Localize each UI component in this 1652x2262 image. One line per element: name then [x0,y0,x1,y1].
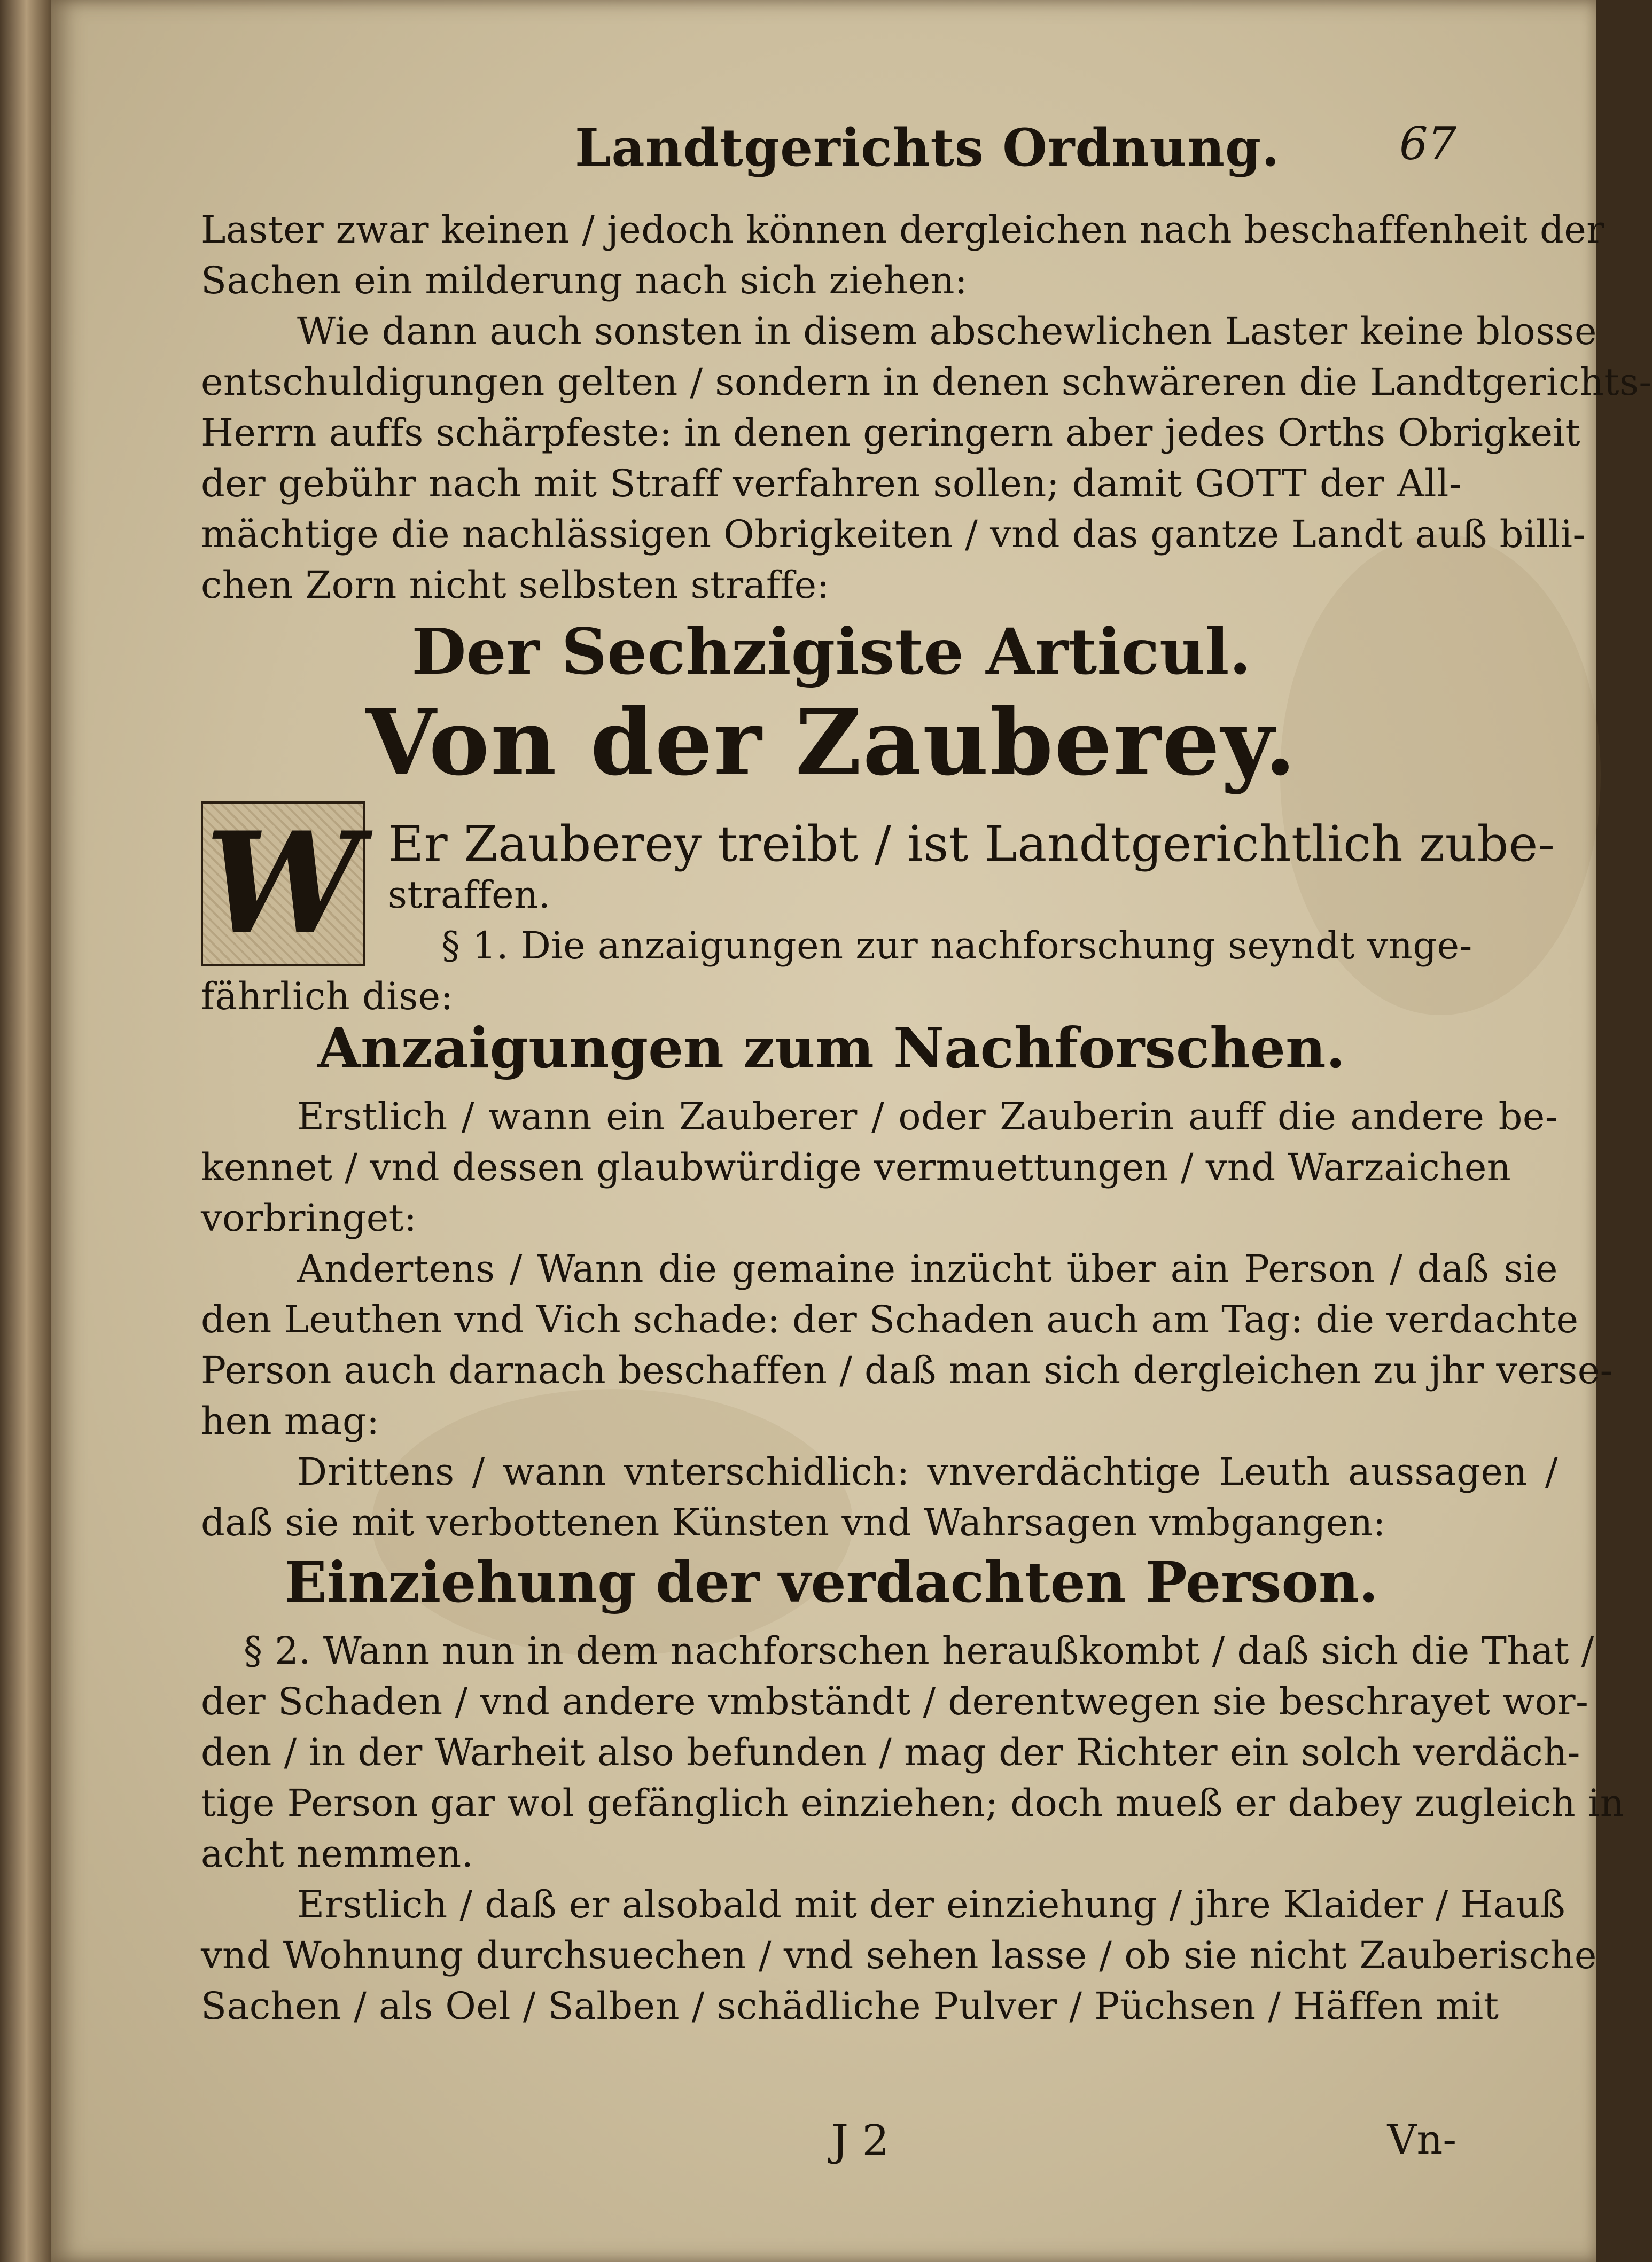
text-line: Er Zauberey treibt / ist Landtgerichtlich zube- [388,815,1555,872]
decorated-initial [201,801,365,966]
text-line: Sachen ein milderung nach sich ziehen: [201,259,968,302]
initial-letter: W [205,802,361,965]
article-heading: Der Sechzigiste Articul. [411,614,1251,689]
text-line: Erstlich / daß er alsobald mit der einziehung / jhre Klaider / Hauß [297,1883,1566,1926]
text-line: Person auch darnach beschaffen / daß man sich dergleichen zu jhr verse- [201,1348,1613,1392]
text-line: den / in der Warheit also befunden / mag der Richter ein solch verdäch- [201,1730,1580,1774]
text-line: kennet / vnd dessen glaubwürdige vermuettungen / vnd Warzaichen [201,1145,1511,1189]
text-line: der Schaden / vnd andere vmbständt / derentwegen sie beschrayet wor- [201,1680,1589,1723]
text-line: § 2. Wann nun in dem nachforschen heraußkombt / daß sich die That / [244,1629,1594,1673]
text-line: § 1. Die anzaigungen zur nachforschung seyndt vnge- [441,924,1472,968]
text-line: acht nemmen. [201,1832,474,1876]
article-title: Von der Zauberey. [365,689,1297,796]
text-line: Andertens / Wann die gemaine inzücht über ain Person / daß sie [297,1247,1558,1291]
text-line: den Leuthen vnd Vich schade: der Schaden auch am Tag: die verdachte [201,1298,1579,1341]
page-header [201,118,1462,182]
text-line: Wie dann auch sonsten in disem abschewlichen Laster keine blosse [297,309,1597,353]
book-page [51,0,1652,2262]
text-line: straffen. [388,873,551,917]
running-head: Landtgerichts Ordnung. [575,118,1280,178]
text-line: fährlich dise: [201,974,454,1018]
subheading: Einziehung der verdachten Person. [284,1549,1378,1615]
text-line: daß sie mit verbottenen Künsten vnd Wahrsagen vmbgangen: [201,1501,1386,1545]
text-line: Herrn auffs schärpfeste: in denen geringern aber jedes Orths Obrigkeit [201,411,1581,455]
text-line: Drittens / wann vnterschidlich: vnverdächtige Leuth aussagen / [297,1450,1558,1494]
text-line: chen Zorn nicht selbsten straffe: [201,563,830,607]
text-line: Laster zwar keinen / jedoch können dergleichen nach beschaffenheit der [201,208,1605,252]
page-number: 67 [1399,118,1456,170]
text-line: Sachen / als Oel / Salben / schädliche Pulver / Püchsen / Häffen mit [201,1984,1499,2028]
text-line: vorbringet: [201,1196,417,1240]
text-line: tige Person gar wol gefänglich einziehen; doch mueß er dabey zugleich in [201,1781,1625,1825]
catchword: Vn- [1387,2116,1456,2163]
text-line: der gebühr nach mit Straff verfahren sollen; damit GOTT der All- [201,462,1462,505]
text-line: vnd Wohnung durchsuechen / vnd sehen lasse / ob sie nicht Zauberische [201,1933,1597,1977]
signature-mark: J 2 [831,2116,890,2165]
book-gutter [0,0,59,2262]
text-line: entschuldigungen gelten / sondern in denen schwäreren die Landtgerichts- [201,360,1652,404]
subheading: Anzaigungen zum Nachforschen. [317,1015,1345,1081]
text-line: mächtige die nachlässigen Obrigkeiten / vnd das gantze Landt auß billi- [201,512,1586,556]
text-line: Erstlich / wann ein Zauberer / oder Zauberin auff die andere be- [297,1095,1558,1138]
text-line: hen mag: [201,1399,380,1443]
